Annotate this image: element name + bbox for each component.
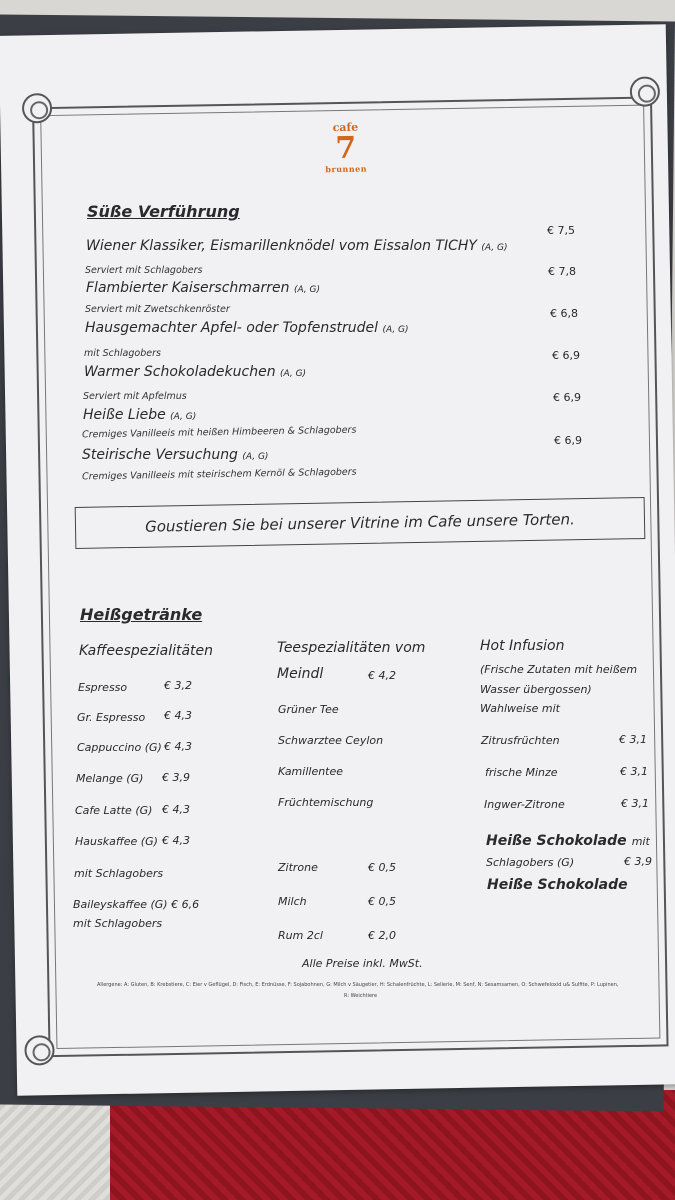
item-name: Hausgemachter Apfel- oder Topfenstrudel	[85, 320, 379, 336]
infusion-desc: Wasser übergossen)	[480, 683, 592, 696]
item-allergens: (A, G)	[170, 412, 197, 422]
sweet-item-note: Cremiges Vanilleeis mit steirischem Kernöl & Schlagobers	[81, 466, 357, 483]
sweet-item-note: Cremiges Vanilleeis mit heißen Himbeeren & Schlagobers	[81, 424, 357, 441]
hot-chocolate: Heiße Schokolade	[487, 877, 628, 893]
item-name: Warmer Schokoladekuchen	[84, 364, 276, 380]
sweet-item-name	[82, 447, 268, 463]
sweet-item-price: € 6,9	[554, 434, 582, 447]
tea-title: Teespezialitäten vom	[277, 640, 426, 656]
infusion-row: Zitrusfrüchten	[481, 734, 560, 747]
tea-title-2: Meindl	[277, 666, 324, 682]
item-allergens: (A, G)	[481, 243, 508, 253]
tablecloth-left	[0, 1090, 110, 1200]
sweet-item-note: Serviert mit Schlagobers	[85, 265, 203, 276]
banner-text: Goustieren Sie bei unserer Vitrine im Cafe unsere Torten.	[145, 510, 575, 536]
tea-row: Kamillentee	[278, 765, 344, 778]
coffee-row: Hauskaffee (G)	[75, 835, 158, 848]
choc-cream-line: Schlagobers (G)	[486, 856, 575, 869]
tea-addon: Milch	[278, 895, 307, 908]
coffee-row: Cafe Latte (G)	[75, 804, 153, 817]
sweet-item-name	[84, 364, 306, 380]
item-name: Heiße Liebe	[83, 407, 166, 423]
infusion-row: Ingwer-Zitrone	[484, 798, 565, 811]
corner-ornament-bottom-left	[24, 1035, 55, 1066]
infusion-price: € 3,1	[619, 733, 647, 746]
coffee-price: € 3,2	[164, 679, 192, 692]
sweet-item-price: € 7,8	[548, 265, 576, 278]
coffee-row: Gr. Espresso	[77, 711, 146, 724]
baileys-row: Baileyskaffee (G) € 6,6	[73, 898, 200, 911]
coffee-price: € 3,9	[162, 771, 190, 784]
coffee-price: € 4,3	[162, 803, 190, 816]
coffee-row: Cappuccino (G)	[77, 741, 162, 754]
infusion-title: Hot Infusion	[480, 638, 565, 654]
sweet-item-note: Serviert mit Apfelmus	[83, 391, 187, 402]
cafe-logo	[315, 121, 376, 184]
infusion-price: € 3,1	[621, 797, 649, 810]
infusion-row: frische Minze	[485, 766, 558, 779]
tea-addon: Zitrone	[278, 861, 318, 874]
coffee-row: Melange (G)	[76, 772, 144, 785]
tea-addon-price: € 2,0	[368, 929, 396, 942]
tea-addon-price: € 0,5	[368, 895, 396, 908]
sweet-item-price: € 6,9	[553, 391, 581, 404]
item-allergens: (A, G)	[293, 285, 321, 295]
coffee-extra: mit Schlagobers	[74, 867, 164, 880]
sweets-heading: Süße Verführung	[87, 202, 240, 221]
hot-drinks-heading: Heißgetränke	[80, 605, 203, 624]
item-allergens: (A, G)	[280, 369, 307, 379]
logo-line2: 7	[335, 130, 357, 167]
sweet-item-note: mit Schlagobers	[84, 348, 161, 359]
coffee-row: Espresso	[78, 681, 128, 694]
sweet-item-name	[86, 280, 320, 296]
coffee-price: € 4,3	[164, 740, 192, 753]
coffee-price: € 4,3	[162, 834, 190, 847]
baileys-note: mit Schlagobers	[73, 917, 163, 930]
item-name: Wiener Klassiker, Eismarillenknödel vom Eissalon TICHY	[86, 238, 477, 254]
tea-addon: Rum 2cl	[278, 929, 323, 942]
sweet-item-name	[85, 320, 409, 336]
sweet-item-note: Serviert mit Zwetschkenröster	[85, 304, 230, 315]
infusion-desc: Wahlweise mit	[480, 702, 560, 715]
vat-note: Alle Preise inkl. MwSt.	[302, 957, 423, 970]
sweet-item-price: € 7,5	[547, 224, 575, 237]
hot-chocolate-cream	[486, 830, 650, 849]
sweet-item-price: € 6,8	[550, 307, 578, 320]
item-name: Flambierter Kaiserschmarren	[86, 280, 290, 296]
choc-name: Heiße Schokolade	[486, 833, 627, 849]
tea-price: € 4,2	[368, 669, 396, 682]
allergen-legend: Allergene: A: Gluten, B: Krebstiere, C: Eier v Geflügel, D: Fisch, E: Erdnüsse, F: Sojabohnen, G: Milch v Säugetier, H: Schalenfrüchte, L: Sellerie, M: Senf, N: Sesamsamen, O: Schwefeloxid u& Sulfite, P: Lupinen,	[97, 982, 619, 988]
choc-cream-price: € 3,9	[624, 855, 652, 868]
coffee-price: € 4,3	[164, 709, 192, 722]
tea-row: Früchtemischung	[278, 796, 374, 809]
sweet-item-price: € 6,9	[552, 349, 580, 362]
logo-line1: cafe	[332, 120, 359, 135]
item-allergens: (A, G)	[242, 452, 269, 462]
tea-addon-price: € 0,5	[368, 861, 396, 874]
corner-ornament-top-right	[630, 76, 661, 107]
item-name: Steirische Versuchung	[82, 447, 238, 463]
item-allergens: (A, G)	[382, 325, 409, 335]
sweet-item-name	[86, 238, 507, 254]
menu-page	[0, 24, 675, 1095]
sweet-item-name	[83, 407, 196, 423]
infusion-desc: (Frische Zutaten mit heißem	[480, 663, 638, 676]
infusion-price: € 3,1	[620, 765, 648, 778]
tea-row: Grüner Tee	[278, 703, 339, 716]
allergen-legend-2: R: Weichtiere	[344, 993, 378, 999]
tea-row: Schwarztee Ceylon	[278, 734, 384, 747]
logo-line3: brunnen	[325, 163, 368, 175]
coffee-title: Kaffeespezialitäten	[79, 643, 214, 659]
choc-with: mit	[631, 835, 650, 848]
